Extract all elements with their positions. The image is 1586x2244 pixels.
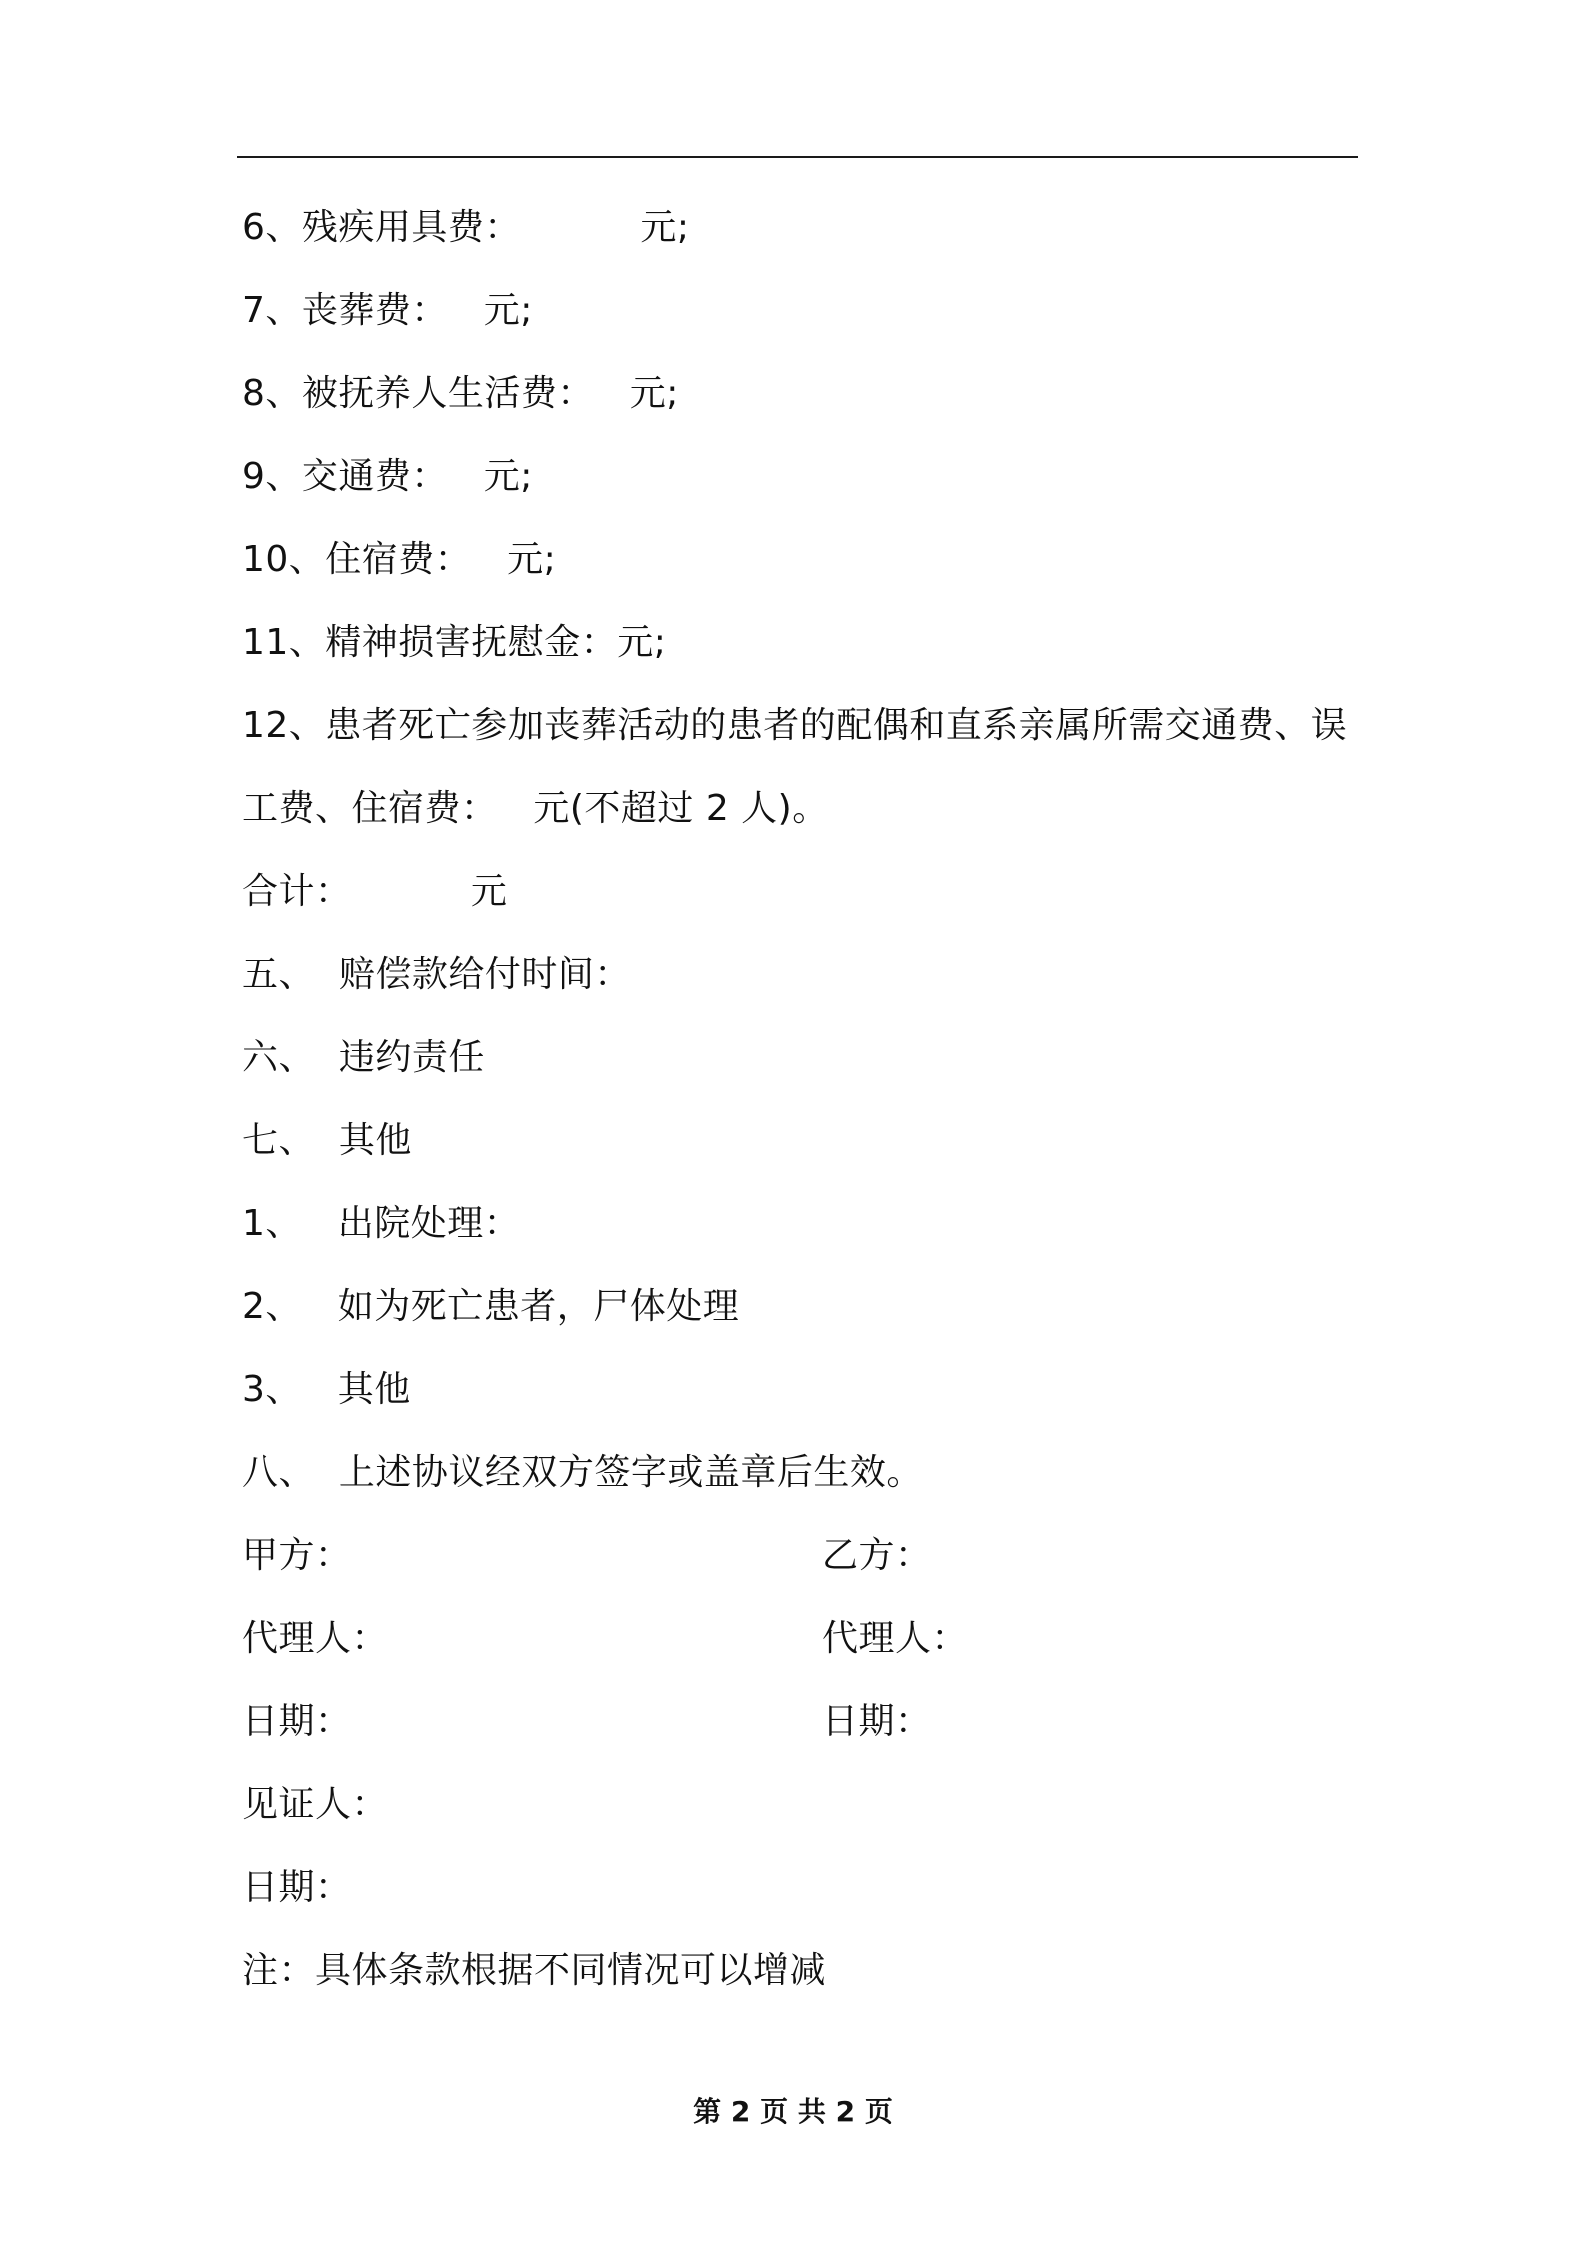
item-mental-damage: 11、精神损害抚慰金：元; bbox=[242, 622, 667, 663]
item-relatives-expenses: 12、患者死亡参加丧葬活动的患者的配偶和直系亲属所需交通费、误 bbox=[242, 705, 1348, 746]
item-funeral-fee: 7、丧葬费： 元; bbox=[242, 290, 533, 331]
other-misc: 3、 其他 bbox=[242, 1369, 411, 1410]
witness-label: 见证人： bbox=[242, 1784, 389, 1825]
other-body-handling: 2、 如为死亡患者，尸体处理 bbox=[242, 1286, 740, 1327]
item-relatives-expenses-cont: 工费、住宿费： 元(不超过 2 人)。 bbox=[242, 788, 829, 829]
section-effective: 八、 上述协议经双方签字或盖章后生效。 bbox=[242, 1452, 923, 1493]
agent-a-label: 代理人： bbox=[242, 1618, 389, 1659]
party-a-label: 甲方： bbox=[242, 1535, 352, 1576]
section-other: 七、 其他 bbox=[242, 1120, 412, 1161]
note-text: 注：具体条款根据不同情况可以增减 bbox=[242, 1950, 827, 1991]
total-line: 合计： 元 bbox=[242, 871, 508, 912]
item-transport-fee: 9、交通费： 元; bbox=[242, 456, 533, 497]
section-payment-time: 五、 赔偿款给付时间： bbox=[242, 954, 631, 995]
party-b-label: 乙方： bbox=[822, 1535, 932, 1576]
section-liability: 六、 违约责任 bbox=[242, 1037, 485, 1078]
other-discharge: 1、 出院处理： bbox=[242, 1203, 521, 1244]
witness-date-label: 日期： bbox=[242, 1867, 352, 1908]
date-a-label: 日期： bbox=[242, 1701, 352, 1742]
item-disability-equipment: 6、残疾用具费： 元; bbox=[242, 207, 690, 248]
item-dependent-living: 8、被抚养人生活费： 元; bbox=[242, 373, 679, 414]
agent-b-label: 代理人： bbox=[822, 1618, 969, 1659]
date-b-label: 日期： bbox=[822, 1701, 932, 1742]
page-footer: 第 2 页 共 2 页 bbox=[693, 2095, 893, 2128]
header-rule bbox=[237, 156, 1358, 158]
item-lodging-fee: 10、住宿费： 元; bbox=[242, 539, 557, 580]
